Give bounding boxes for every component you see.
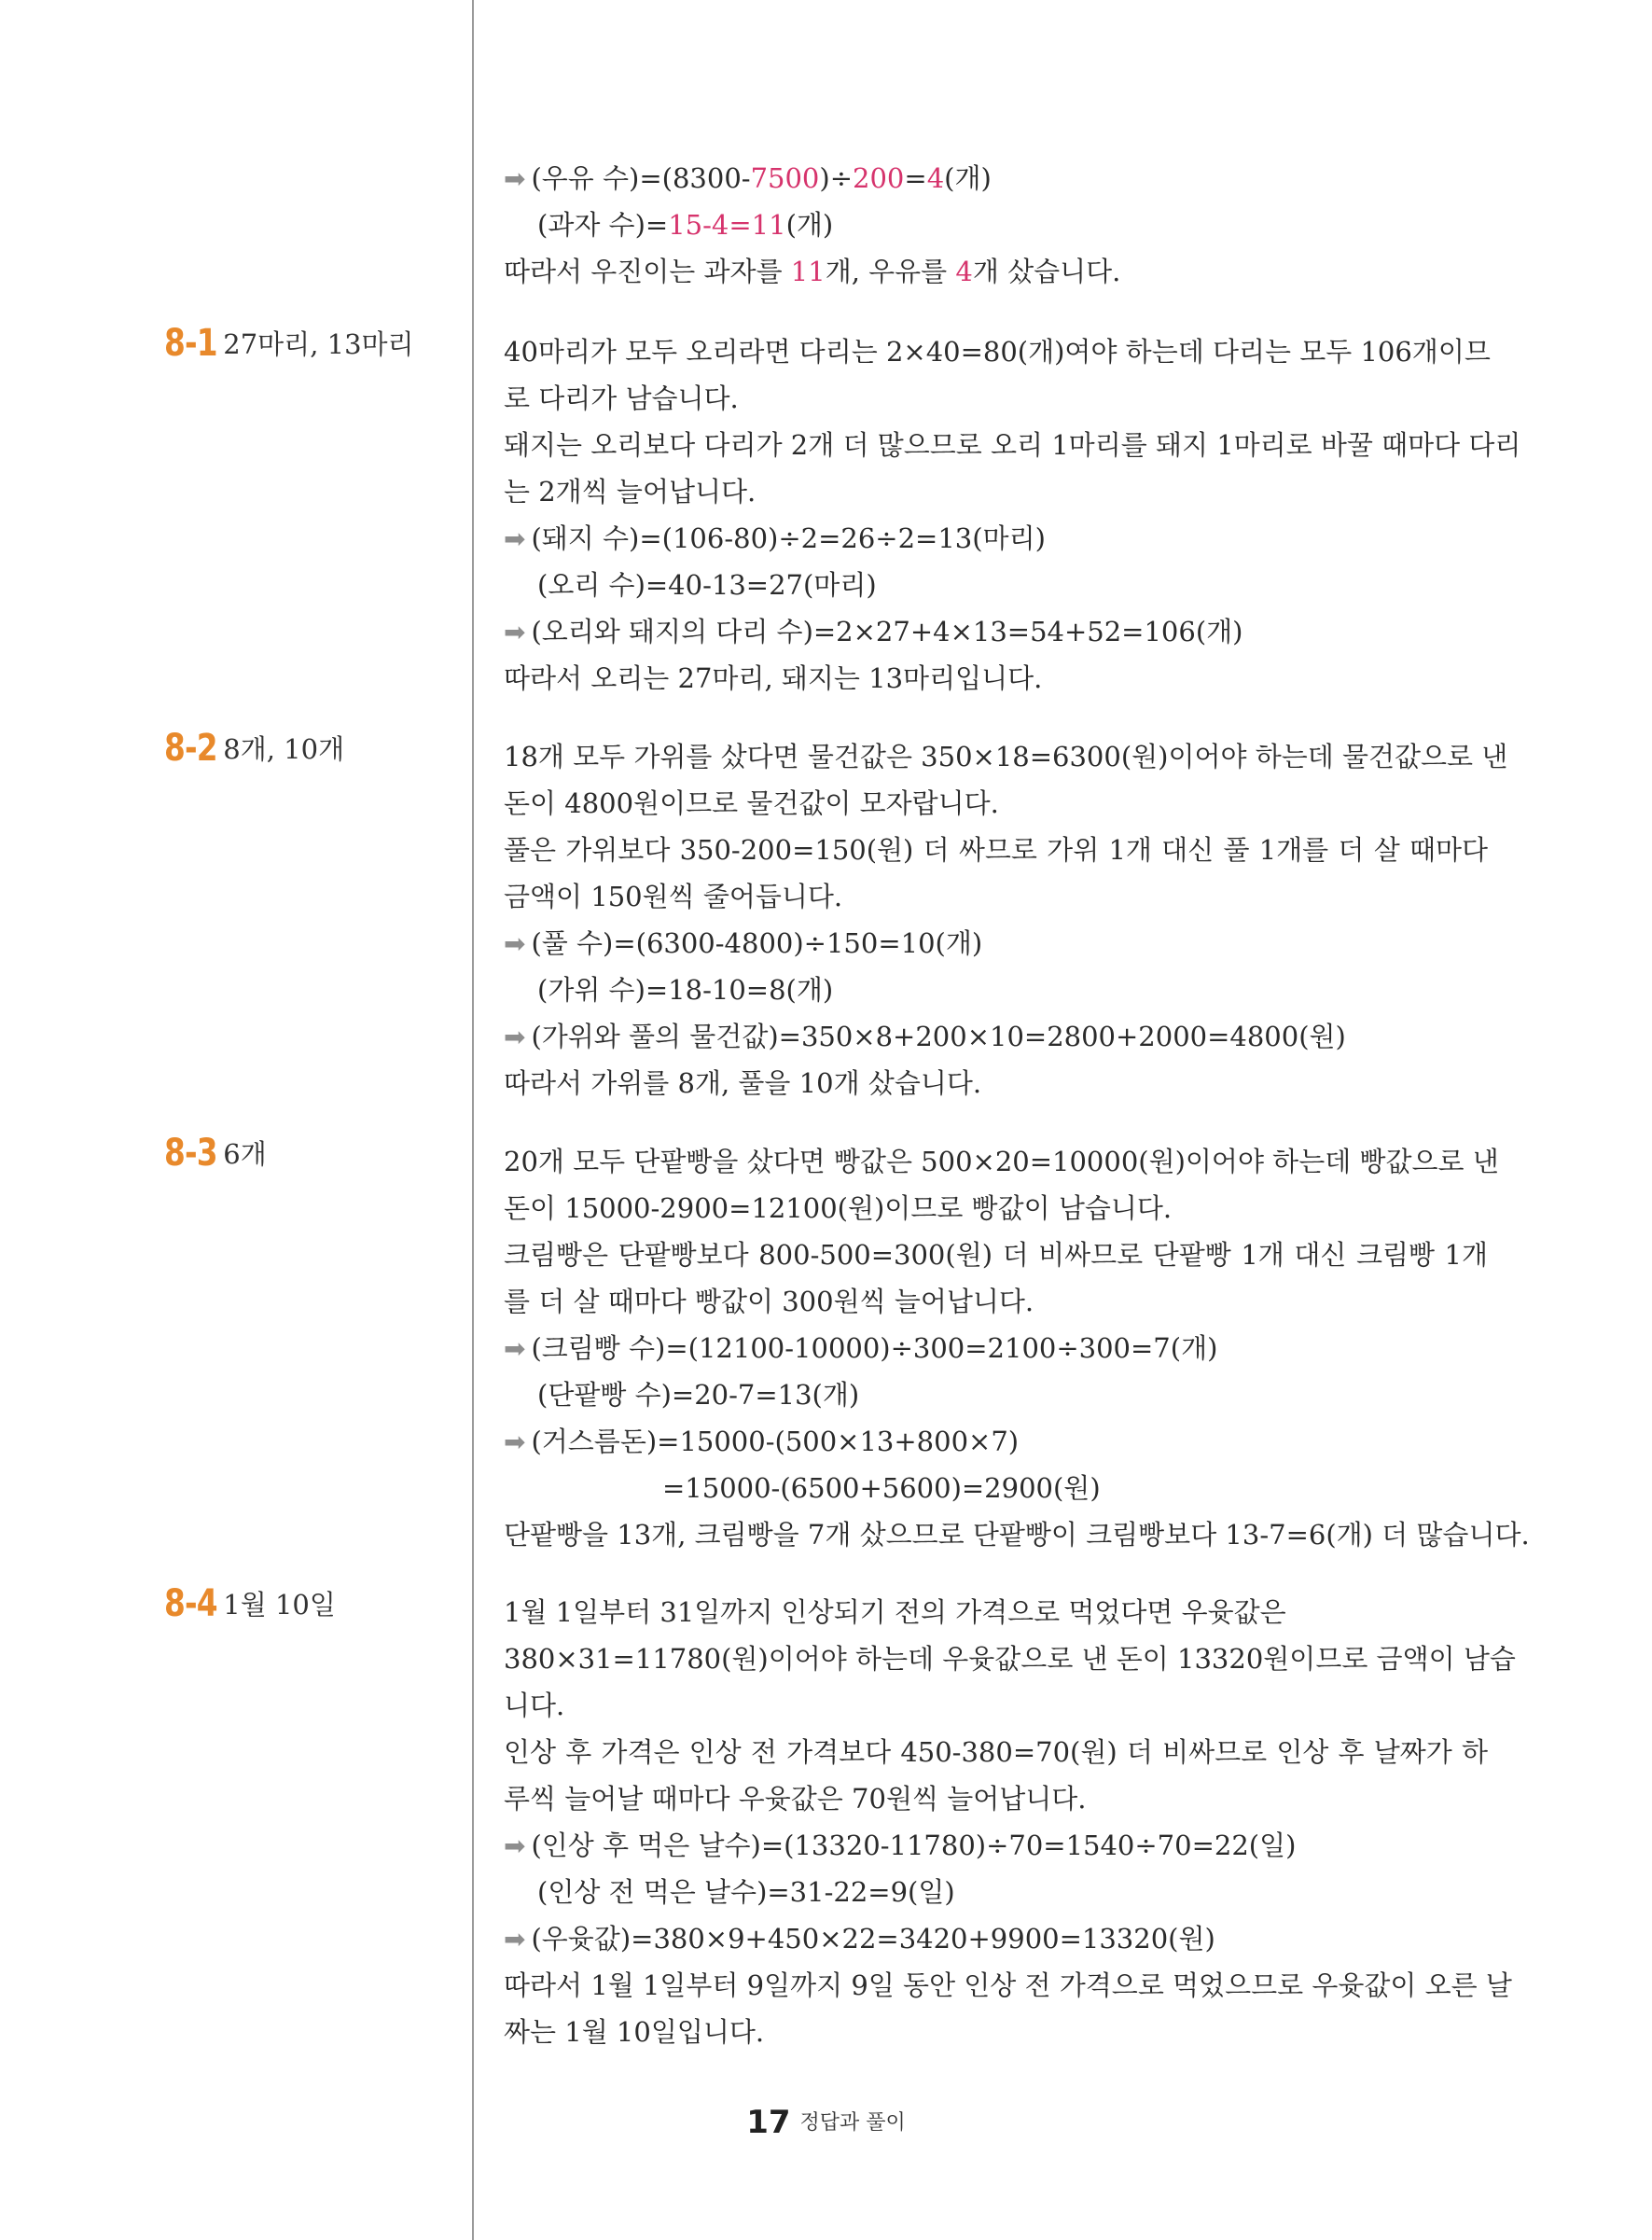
solution-line: 따라서 오리는 27마리, 돼지는 13마리입니다. bbox=[504, 662, 1043, 694]
solution-line: 짜는 1월 10일입니다. bbox=[504, 2016, 765, 2048]
solution-line: ➡ (돼지 수)=(106-80)÷2=26÷2=13(마리) bbox=[504, 522, 1046, 554]
solution-line: ➡ (우유 수)=(8300-7500)÷200=4(개) bbox=[504, 162, 992, 194]
solution-line: 는 2개씩 늘어납니다. bbox=[504, 476, 757, 508]
solution-line: 따라서 가위를 8개, 풀을 10개 샀습니다. bbox=[504, 1067, 982, 1099]
problem-answer: 1월 10일 bbox=[223, 1589, 336, 1621]
solution-line: =15000-(6500+5600)=2900(원) bbox=[662, 1472, 1101, 1504]
solution-line: ➡ (우윳값)=380×9+450×22=3420+9900=13320(원) bbox=[504, 1923, 1215, 1955]
solution-line: 40마리가 모두 오리라면 다리는 2×40=80(개)여야 하는데 다리는 모두 106개이므 bbox=[504, 336, 1491, 368]
solution-line: 380×31=11780(원)이어야 하는데 우윳값으로 낸 돈이 13320원이므로 금액이 남습 bbox=[504, 1643, 1516, 1675]
problem-answer: 27마리, 13마리 bbox=[223, 328, 414, 360]
solution-line: ➡ (거스름돈)=15000-(500×13+800×7) bbox=[504, 1426, 1020, 1457]
solution-line: 20개 모두 단팥빵을 샀다면 빵값은 500×20=10000(원)이어야 하는데 빵값으로 낸 bbox=[504, 1146, 1499, 1177]
solution-line: 단팥빵을 13개, 크림빵을 7개 샀으므로 단팥빵이 크림빵보다 13-7=6(개) 더 많습니다. bbox=[504, 1519, 1530, 1551]
problem-number: 8-4 bbox=[164, 1582, 217, 1625]
arrow-right-icon: ➡ bbox=[504, 1022, 526, 1052]
problem-label-8-3 bbox=[164, 1132, 267, 1175]
problem-number: 8-3 bbox=[164, 1132, 217, 1175]
solution-line: 따라서 우진이는 과자를 11개, 우유를 4개 샀습니다. bbox=[504, 256, 1121, 287]
solution-line: ➡ (오리와 돼지의 다리 수)=2×27+4×13=54+52=106(개) bbox=[504, 616, 1243, 647]
solution-line: 따라서 1월 1일부터 9일까지 9일 동안 인상 전 가격으로 먹었으므로 우윳값이 오른 날 bbox=[504, 1969, 1512, 2001]
arrow-right-icon: ➡ bbox=[504, 1426, 526, 1457]
solution-line: 니다. bbox=[504, 1690, 565, 1721]
solution-line: 를 더 살 때마다 빵값이 300원씩 늘어납니다. bbox=[504, 1286, 1034, 1317]
solution-line: 로 다리가 남습니다. bbox=[504, 383, 739, 414]
solution-line: 풀은 가위보다 350-200=150(원) 더 싸므로 가위 1개 대신 풀 1개를 더 살 때마다 bbox=[504, 834, 1488, 866]
problem-number: 8-1 bbox=[164, 322, 217, 365]
solution-line: 돈이 15000-2900=12100(원)이므로 빵값이 남습니다. bbox=[504, 1192, 1173, 1224]
arrow-right-icon: ➡ bbox=[504, 1830, 526, 1861]
page-label: 정답과 풀이 bbox=[799, 2111, 906, 2135]
solution-line: (과자 수)=15-4=11(개) bbox=[537, 209, 834, 241]
arrow-right-icon: ➡ bbox=[504, 1333, 526, 1364]
solution-line: ➡ (인상 후 먹은 날수)=(13320-11780)÷70=1540÷70=22(일) bbox=[504, 1830, 1297, 1861]
solution-line: (인상 전 먹은 날수)=31-22=9(일) bbox=[537, 1876, 955, 1908]
solution-line: ➡ (크림빵 수)=(12100-10000)÷300=2100÷300=7(개) bbox=[504, 1332, 1218, 1364]
arrow-right-icon: ➡ bbox=[504, 928, 526, 959]
solution-line: 금액이 150원씩 줄어듭니다. bbox=[504, 881, 843, 912]
column-divider bbox=[472, 0, 474, 2240]
solution-line: ➡ (가위와 풀의 물건값)=350×8+200×10=2800+2000=4800(원) bbox=[504, 1021, 1346, 1052]
solution-line: 인상 후 가격은 인상 전 가격보다 450-380=70(원) 더 비싸므로 인상 후 날짜가 하 bbox=[504, 1736, 1488, 1768]
arrow-right-icon: ➡ bbox=[504, 1924, 526, 1955]
arrow-right-icon: ➡ bbox=[504, 617, 526, 647]
problem-label-8-2 bbox=[164, 727, 344, 770]
solution-line: 돈이 4800원이므로 물건값이 모자랍니다. bbox=[504, 787, 999, 819]
solution-line: ➡ (풀 수)=(6300-4800)÷150=10(개) bbox=[504, 927, 983, 959]
arrow-right-icon: ➡ bbox=[504, 163, 526, 194]
problem-label-8-4 bbox=[164, 1582, 336, 1625]
arrow-right-icon: ➡ bbox=[504, 523, 526, 554]
solution-line: (가위 수)=18-10=8(개) bbox=[537, 974, 834, 1006]
solution-line: (단팥빵 수)=20-7=13(개) bbox=[537, 1379, 860, 1411]
solution-line: 크림빵은 단팥빵보다 800-500=300(원) 더 비싸므로 단팥빵 1개 대신 크림빵 1개 bbox=[504, 1239, 1488, 1271]
problem-number: 8-2 bbox=[164, 727, 217, 770]
solution-line: 루씩 늘어날 때마다 우윳값은 70원씩 늘어납니다. bbox=[504, 1783, 1087, 1815]
solution-line: 1월 1일부터 31일까지 인상되기 전의 가격으로 먹었다면 우윳값은 bbox=[504, 1596, 1286, 1628]
problem-answer: 6개 bbox=[223, 1138, 267, 1170]
page-number: 17 bbox=[746, 2104, 791, 2141]
page-footer bbox=[0, 2104, 1652, 2141]
problem-label-8-1 bbox=[164, 322, 414, 365]
problem-answer: 8개, 10개 bbox=[223, 733, 345, 765]
solution-line: 18개 모두 가위를 샀다면 물건값은 350×18=6300(원)이어야 하는데 물건값으로 낸 bbox=[504, 741, 1508, 772]
solution-line: (오리 수)=40-13=27(마리) bbox=[537, 569, 877, 601]
solution-line: 돼지는 오리보다 다리가 2개 더 많으므로 오리 1마리를 돼지 1마리로 바꿀 때마다 다리 bbox=[504, 429, 1521, 461]
